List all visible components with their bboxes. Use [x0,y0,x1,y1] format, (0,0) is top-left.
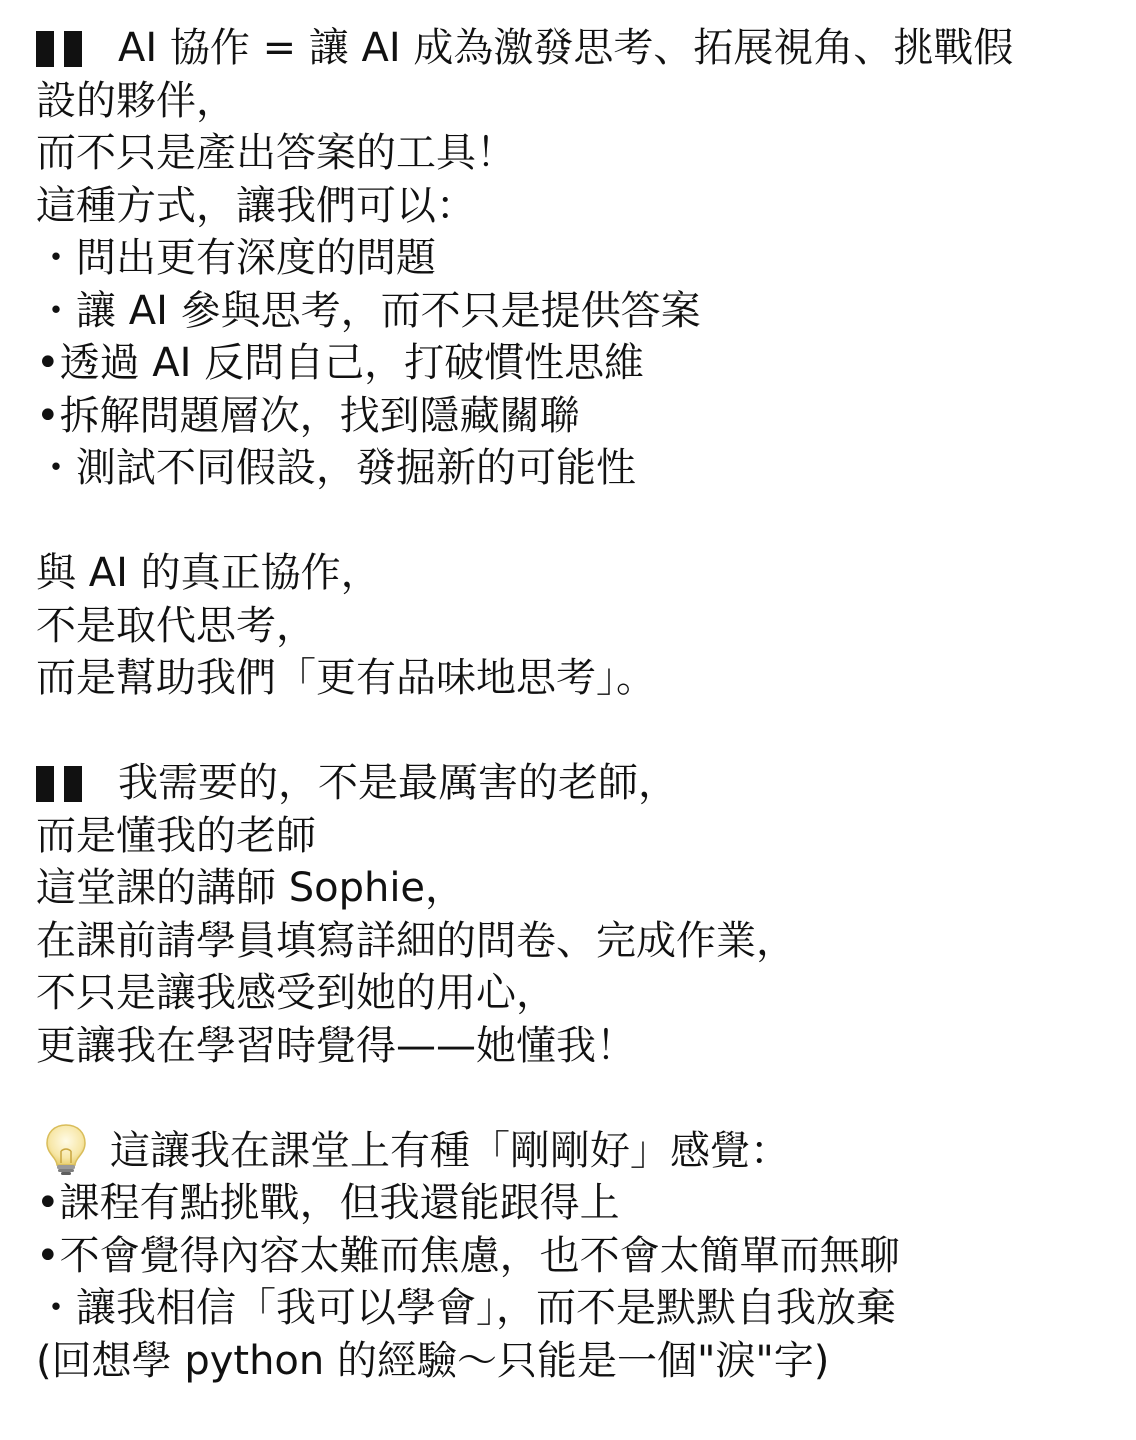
closing-note: (回想學 python 的經驗～只能是一個"淚"字) [36,1337,830,1384]
heading-text: AI 協作 = 讓 AI 成為激發思考、拓展視角、挑戰假 [118,25,1014,71]
text-line: 而是幫助我們「更有品味地思考」。 [36,655,656,701]
text-line: 而不只是產出答案的工具！ [36,130,516,176]
text-line: 在課前請學員填寫詳細的問卷、完成作業， [36,917,796,964]
text-line: 這堂課的講師 Sophie， [36,865,466,911]
text-line: 而是懂我的老師 [36,812,316,859]
bullet-item: •課程有點挑戰，但我還能跟得上 [36,1180,620,1226]
post-text [36,22,1116,1387]
lightbulb-icon [44,1123,88,1175]
heading-continuation: 設的夥伴， [36,77,236,124]
bullet-item: •透過 AI 反問自己，打破慣性思維 [36,340,645,386]
block-marker-icon [36,21,92,74]
text-line: 不只是讓我感受到她的用心， [36,970,556,1016]
block-marker-icon [36,756,92,809]
text-line: 更讓我在學習時覺得——她懂我！ [36,1022,636,1069]
section-heading-ai-collaboration [36,22,1116,75]
bullet-item: ・讓 AI 參與思考，而不只是提供答案 [36,287,701,334]
bullet-item: ・問出更有深度的問題 [36,235,436,281]
section-heading-just-right [36,1125,1116,1178]
bullet-item: ・測試不同假設，發掘新的可能性 [36,445,636,491]
spacer [36,1072,1116,1125]
text-line: 與 AI 的真正協作， [36,550,381,596]
bullet-item: •不會覺得內容太難而焦慮，也不會太簡單而無聊 [36,1232,900,1279]
text-line: 不是取代思考， [36,602,316,649]
heading-text: 我需要的，不是最厲害的老師， [118,760,678,806]
spacer [36,705,1116,758]
heading-text: 這讓我在課堂上有種「剛剛好」感覺： [110,1127,790,1174]
bullet-item: ・讓我相信「我可以學會」，而不是默默自我放棄 [36,1285,896,1331]
bullet-item: •拆解問題層次，找到隱藏關聯 [36,392,580,439]
text-line: 這種方式，讓我們可以： [36,182,476,229]
spacer [36,495,1116,548]
section-heading-teacher [36,757,1116,810]
